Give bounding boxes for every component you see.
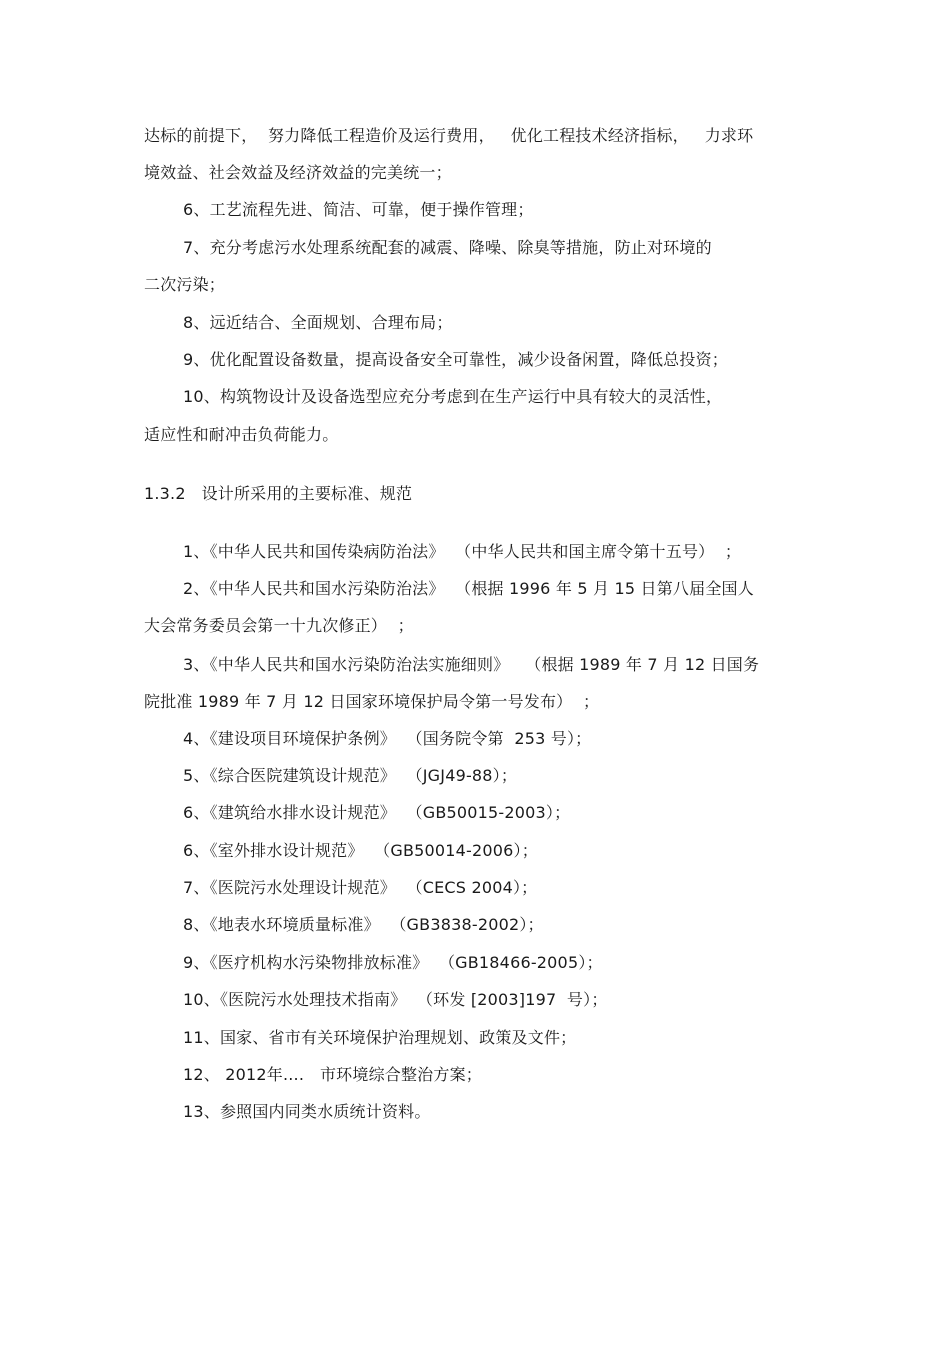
standard-item: 1、《中华人民共和国传染病防治法》 （中华人民共和国主席令第十五号） ； (183, 542, 742, 561)
list-item: 6、工艺流程先进、简洁、可靠，便于操作管理； (183, 200, 534, 219)
standard-item: 2、《中华人民共和国水污染防治法》 （根据 1996 年 5 月 15 日第八届全国人 (183, 579, 754, 598)
list-item: 8、远近结合、全面规划、合理布局； (183, 313, 453, 332)
standard-item: 3、《中华人民共和国水污染防治法实施细则》 （根据 1989 年 7 月 12 日国务 (183, 655, 760, 674)
standard-item: 11、国家、省市有关环境保护治理规划、政策及文件； (183, 1028, 577, 1047)
paragraph-line: 达标的前提下， 努力降低工程造价及运行费用， 优化工程技术经济指标， 力求环 (144, 126, 754, 145)
list-item: 10、构筑物设计及设备选型应充分考虑到在生产运行中具有较大的灵活性， (183, 387, 723, 406)
paragraph-line: 境效益、社会效益及经济效益的完美统一； (144, 163, 452, 182)
standard-item: 12、 2012年.... 市环境综合整治方案； (183, 1065, 482, 1084)
standard-item: 9、《医疗机构水污染物排放标准》 （GB18466-2005）； (183, 953, 603, 972)
standard-item: 8、《地表水环境质量标准》 （GB3838-2002）； (183, 915, 544, 934)
list-item: 7、充分考虑污水处理系统配套的减震、降噪、除臭等措施，防止对环境的 (183, 238, 712, 257)
section-heading: 1.3.2 设计所采用的主要标准、规范 (144, 484, 413, 503)
standard-item: 5、《综合医院建筑设计规范》 （JGJ49-88）； (183, 766, 518, 785)
standard-item-continuation: 院批准 1989 年 7 月 12 日国家环境保护局令第一号发布） ； (144, 692, 600, 711)
list-item-continuation: 二次污染； (144, 275, 226, 294)
standard-item: 10、《医院污水处理技术指南》 （环发 [2003]197 号）； (183, 990, 608, 1009)
standard-item: 7、《医院污水处理设计规范》 （CECS 2004）； (183, 878, 538, 897)
standard-item: 4、《建设项目环境保护条例》 （国务院令第 253 号）； (183, 729, 592, 748)
list-item: 9、优化配置设备数量，提高设备安全可靠性，减少设备闲置，降低总投资； (183, 350, 728, 369)
standard-item: 6、《建筑给水排水设计规范》 （GB50015-2003）； (183, 803, 571, 822)
list-item-continuation: 适应性和耐冲击负荷能力。 (144, 425, 339, 444)
standard-item: 6、《室外排水设计规范》 （GB50014-2006）； (183, 841, 538, 860)
standard-item-continuation: 大会常务委员会第一十九次修正） ； (144, 616, 414, 635)
standard-item: 13、参照国内同类水质统计资料。 (183, 1102, 431, 1121)
